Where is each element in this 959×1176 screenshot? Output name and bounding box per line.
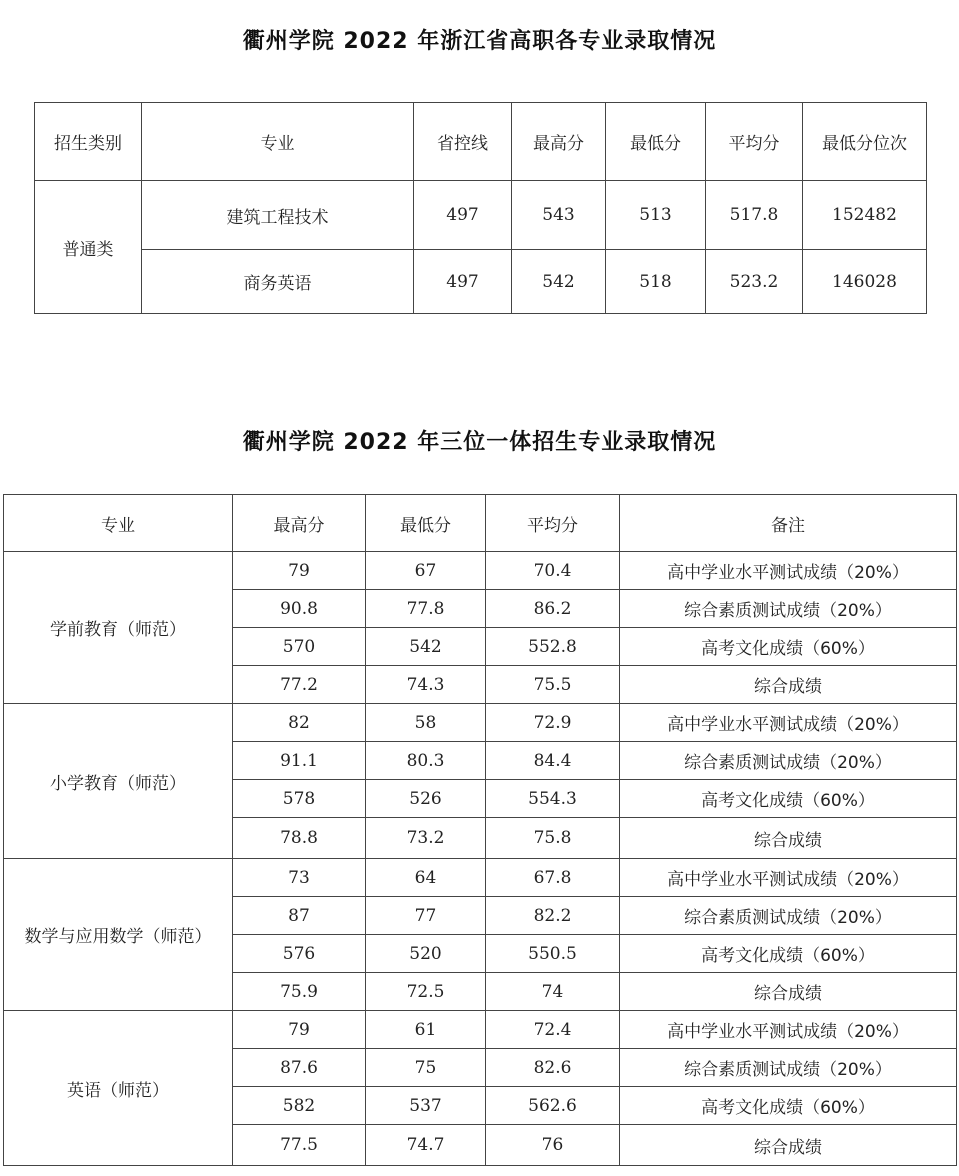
max-score-cell: 570 [233,628,366,666]
avg-score-cell: 72.9 [486,704,620,742]
note-cell: 高考文化成绩（60%） [620,628,957,666]
header-min-score: 最低分 [366,495,486,552]
table-row [35,181,927,250]
note-cell: 综合素质测试成绩（20%） [620,1049,957,1087]
header-control-line: 省控线 [414,103,512,181]
avg-score-cell: 75.5 [486,666,620,704]
max-score-cell: 578 [233,780,366,818]
note-cell: 综合成绩 [620,1125,957,1166]
max-score-cell: 543 [512,181,606,250]
note-cell: 高考文化成绩（60%） [620,935,957,973]
avg-score-cell: 86.2 [486,590,620,628]
note-cell: 综合成绩 [620,973,957,1011]
min-score-cell: 520 [366,935,486,973]
avg-score-cell: 70.4 [486,552,620,590]
note-cell: 高中学业水平测试成绩（20%） [620,1011,957,1049]
min-score-cell: 542 [366,628,486,666]
header-max-score: 最高分 [233,495,366,552]
avg-score-cell: 84.4 [486,742,620,780]
avg-score-cell: 82.2 [486,897,620,935]
header-max-score: 最高分 [512,103,606,181]
table-row [35,250,927,314]
min-score-cell: 72.5 [366,973,486,1011]
header-avg-score: 平均分 [706,103,803,181]
table1-title: 衢州学院 2022 年浙江省高职各专业录取情况 [242,29,717,54]
min-score-cell: 526 [366,780,486,818]
min-score-cell: 58 [366,704,486,742]
major-cell: 商务英语 [142,250,414,314]
major-cell: 建筑工程技术 [142,181,414,250]
min-score-cell: 61 [366,1011,486,1049]
max-score-cell: 542 [512,250,606,314]
control-line-cell: 497 [414,181,512,250]
header-min-rank: 最低分位次 [803,103,927,181]
table2-title: 衢州学院 2022 年三位一体招生专业录取情况 [242,430,717,455]
header-min-score: 最低分 [606,103,706,181]
avg-score-cell: 67.8 [486,859,620,897]
avg-score-cell: 72.4 [486,1011,620,1049]
major-cell: 学前教育（师范） [4,552,233,704]
table-row [4,859,957,897]
min-score-cell: 75 [366,1049,486,1087]
max-score-cell: 78.8 [233,818,366,859]
min-rank-cell: 152482 [803,181,927,250]
note-cell: 高中学业水平测试成绩（20%） [620,552,957,590]
avg-score-cell: 562.6 [486,1087,620,1125]
vocational-admission-table [34,102,927,314]
avg-score-cell: 74 [486,973,620,1011]
control-line-cell: 497 [414,250,512,314]
min-rank-cell: 146028 [803,250,927,314]
min-score-cell: 77.8 [366,590,486,628]
header-note: 备注 [620,495,957,552]
max-score-cell: 77.2 [233,666,366,704]
max-score-cell: 87.6 [233,1049,366,1087]
avg-score-cell: 550.5 [486,935,620,973]
table-row [4,704,957,742]
avg-score-cell: 75.8 [486,818,620,859]
min-score-cell: 74.7 [366,1125,486,1166]
category-cell: 普通类 [35,181,142,314]
max-score-cell: 77.5 [233,1125,366,1166]
avg-score-cell: 554.3 [486,780,620,818]
max-score-cell: 576 [233,935,366,973]
header-avg-score: 平均分 [486,495,620,552]
note-cell: 综合素质测试成绩（20%） [620,590,957,628]
max-score-cell: 73 [233,859,366,897]
note-cell: 综合成绩 [620,818,957,859]
max-score-cell: 79 [233,552,366,590]
table-header-row [4,495,957,552]
min-score-cell: 73.2 [366,818,486,859]
note-cell: 高考文化成绩（60%） [620,1087,957,1125]
note-cell: 综合素质测试成绩（20%） [620,742,957,780]
avg-score-cell: 523.2 [706,250,803,314]
header-major: 专业 [4,495,233,552]
table-row [4,552,957,590]
table-row [4,1011,957,1049]
min-score-cell: 74.3 [366,666,486,704]
avg-score-cell: 552.8 [486,628,620,666]
max-score-cell: 82 [233,704,366,742]
avg-score-cell: 82.6 [486,1049,620,1087]
three-in-one-admission-table [3,494,957,1166]
max-score-cell: 79 [233,1011,366,1049]
header-category: 招生类别 [35,103,142,181]
major-cell: 英语（师范） [4,1011,233,1166]
min-score-cell: 77 [366,897,486,935]
major-cell: 数学与应用数学（师范） [4,859,233,1011]
min-score-cell: 67 [366,552,486,590]
max-score-cell: 582 [233,1087,366,1125]
min-score-cell: 537 [366,1087,486,1125]
min-score-cell: 64 [366,859,486,897]
max-score-cell: 75.9 [233,973,366,1011]
min-score-cell: 80.3 [366,742,486,780]
note-cell: 高考文化成绩（60%） [620,780,957,818]
note-cell: 高中学业水平测试成绩（20%） [620,704,957,742]
header-major: 专业 [142,103,414,181]
max-score-cell: 91.1 [233,742,366,780]
major-cell: 小学教育（师范） [4,704,233,859]
table-header-row [35,103,927,181]
avg-score-cell: 76 [486,1125,620,1166]
min-score-cell: 518 [606,250,706,314]
note-cell: 高中学业水平测试成绩（20%） [620,859,957,897]
note-cell: 综合成绩 [620,666,957,704]
min-score-cell: 513 [606,181,706,250]
max-score-cell: 87 [233,897,366,935]
max-score-cell: 90.8 [233,590,366,628]
avg-score-cell: 517.8 [706,181,803,250]
note-cell: 综合素质测试成绩（20%） [620,897,957,935]
